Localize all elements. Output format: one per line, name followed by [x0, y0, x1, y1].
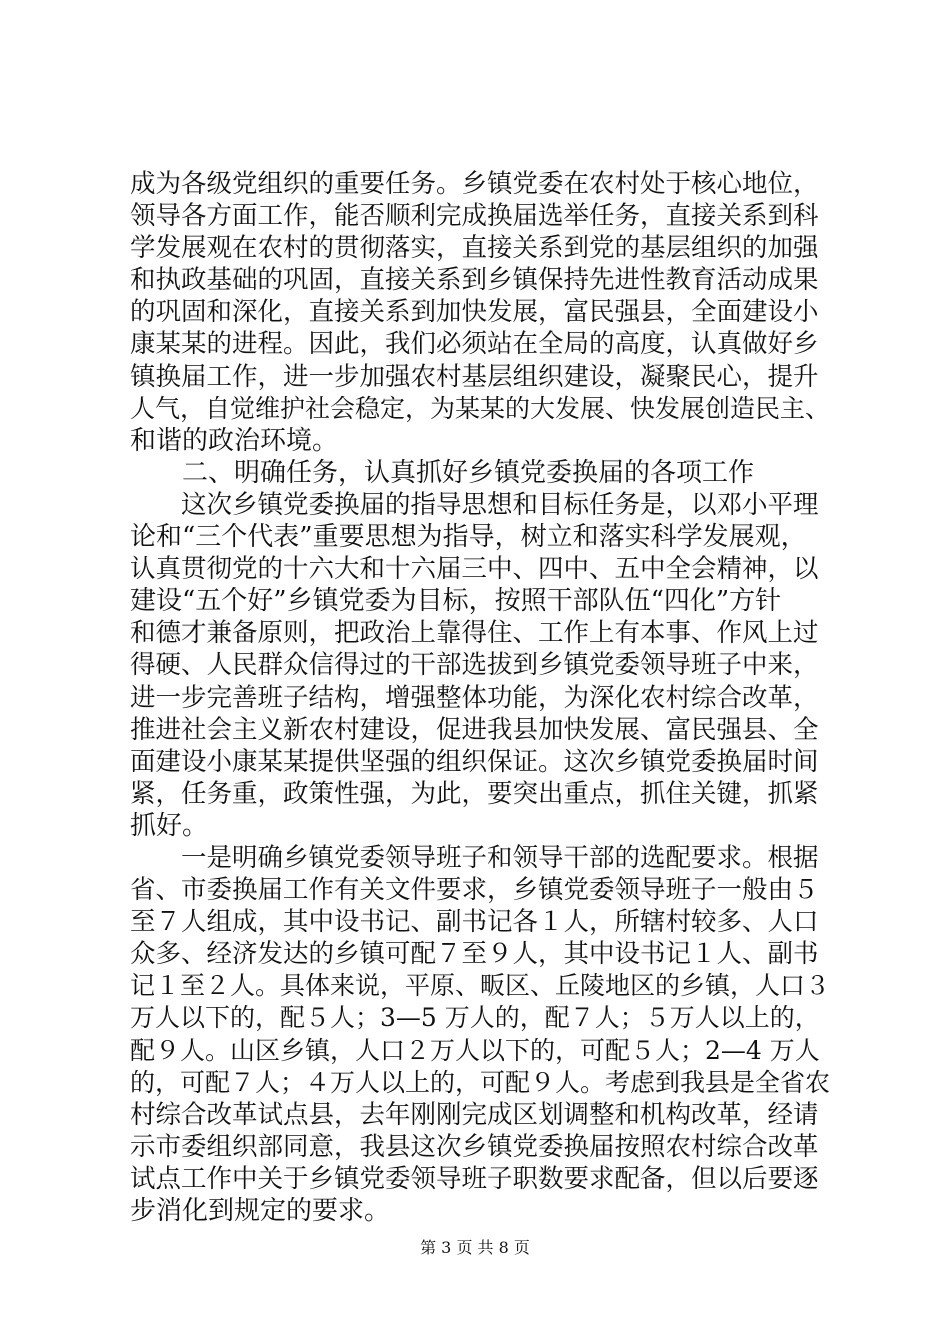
text-line: 的巩固和深化，直接关系到加快发展，富民强县，全面建设小 — [130, 297, 819, 328]
text-line: 示市委组织部同意，我县这次乡镇党委换届按照农村综合改革 — [130, 1131, 819, 1162]
text-line: 配９人。山区乡镇，人口２万人以下的，可配５人；2—4 万人 — [130, 1035, 820, 1065]
text-line: 记１至２人。具体来说，平原、畈区、丘陵地区的乡镇，人口３ — [130, 971, 831, 1001]
text-line: 推进社会主义新农村建设，促进我县加快发展、富民强县、全 — [130, 714, 819, 745]
text-line: 建设“五个好”乡镇党委为目标，按照干部队伍“四化”方针 — [130, 586, 782, 617]
text-line: 镇换届工作，进一步加强农村基层组织建设，凝聚民心，提升 — [130, 361, 819, 392]
text-line: 进一步完善班子结构，增强整体功能，为深化农村综合改革， — [130, 682, 819, 713]
text-line: 的，可配７人；４万人以上的，可配９人。考虑到我县是全省农 — [130, 1067, 831, 1097]
text-line: 步消化到规定的要求。 — [130, 1196, 391, 1226]
text-line: 面建设小康某某提供坚强的组织保证。这次乡镇党委换届时间 — [130, 746, 819, 777]
text-line: 和德才兼备原则，把政治上靠得住、工作上有本事、作风上过 — [130, 618, 819, 649]
text-line: 成为各级党组织的重要任务。乡镇党委在农村处于核心地位， — [130, 169, 819, 199]
page-footer: 第 3 页 共 8 页 — [420, 1238, 530, 1257]
text-line: 得硬、人民群众信得过的干部选拔到乡镇党委领导班子中来， — [130, 650, 819, 681]
text-line: 村综合改革试点县，去年刚刚完成区划调整和机构改革，经请 — [130, 1099, 819, 1130]
text-line: 一是明确乡镇党委领导班子和领导干部的选配要求。根据 — [130, 842, 819, 873]
text-line: 万人以下的，配５人；3—5 万人的，配７人；５万人以上的， — [130, 1003, 820, 1033]
text-line: 康某某的进程。因此，我们必须站在全局的高度，认真做好乡 — [130, 329, 819, 360]
text-line: 抓好。 — [130, 810, 209, 841]
text-line: 论和“三个代表”重要思想为指导，树立和落实科学发展观， — [130, 522, 807, 553]
text-line: 众多、经济发达的乡镇可配７至９人，其中设书记１人、副书 — [130, 939, 819, 970]
text-line: 这次乡镇党委换届的指导思想和目标任务是，以邓小平理 — [130, 489, 819, 520]
document-body — [130, 168, 830, 1227]
text-line: 领导各方面工作，能否顺利完成换届选举任务，直接关系到科 — [130, 201, 819, 232]
text-line: 学发展观在农村的贯彻落实，直接关系到党的基层组织的加强 — [130, 233, 819, 264]
text-line: 紧，任务重，政策性强，为此，要突出重点，抓住关键，抓紧 — [130, 778, 819, 809]
text-line: 人气，自觉维护社会稳定，为某某的大发展、快发展创造民主、 — [130, 393, 831, 423]
text-line: 认真贯彻党的十六大和十六届三中、四中、五中全会精神，以 — [130, 554, 819, 585]
text-line: 和谐的政治环境。 — [130, 425, 339, 456]
text-line: 和执政基础的巩固，直接关系到乡镇保持先进性教育活动成果 — [130, 265, 819, 296]
text-line: 二、明确任务，认真抓好乡镇党委换届的各项工作 — [130, 457, 755, 488]
text-line: 省、市委换届工作有关文件要求，乡镇党委领导班子一般由５ — [130, 875, 819, 906]
text-line: 至７人组成，其中设书记、副书记各１人，所辖村较多、人口 — [130, 907, 819, 938]
text-line: 试点工作中关于乡镇党委领导班子职数要求配备，但以后要逐 — [130, 1163, 819, 1194]
